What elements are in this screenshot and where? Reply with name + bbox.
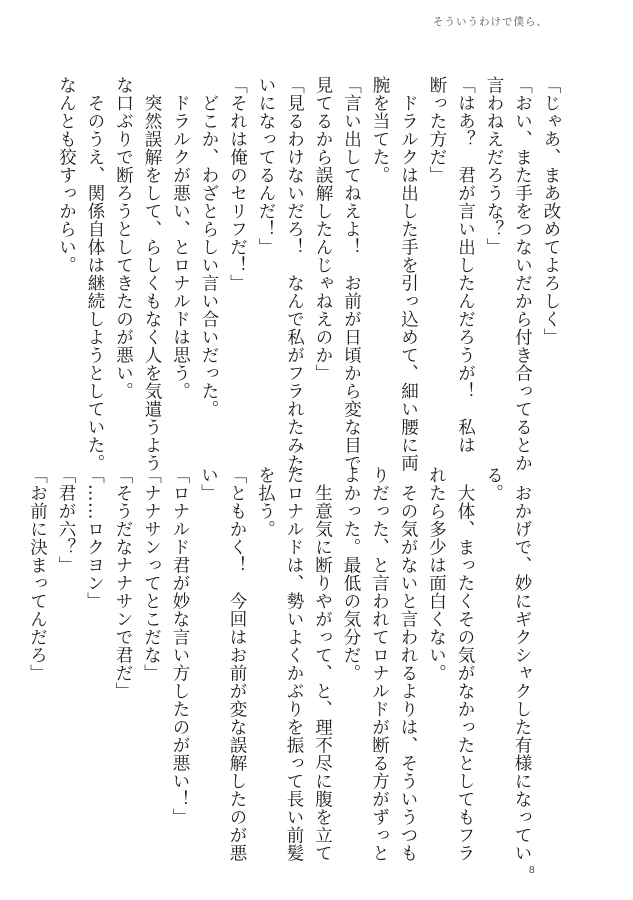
text-line: い」: [198, 466, 219, 502]
text-line: 「はあ？ 君が言い出したんだろうが！ 私は: [455, 76, 476, 454]
text-line: 「じゃあ、まあ改めてよろしく」: [541, 76, 561, 346]
text-line: 見てるから誤解したんじゃねえのか」: [313, 76, 333, 382]
text-line: ドラルクは出した手を引っ込めて、細い腰に両: [398, 76, 419, 472]
text-line: その気がないと言われるよりは、そういうつも: [398, 466, 418, 862]
text-line: 「それは俺のセリフだ！」: [227, 76, 248, 292]
text-line: 腕を当てた。: [370, 76, 390, 184]
text-block-top: [52, 76, 565, 472]
page-number: 8: [528, 865, 535, 876]
text-line: 生意気に断りやがって、と、理不尽に腹を立て: [312, 466, 333, 862]
text-line: たロナルドは、勢いよくかぶりを振って長い前髪: [284, 466, 304, 862]
text-line: る。: [483, 466, 504, 502]
text-line: そのうえ、関係自体は継続しようとしていた。: [85, 76, 105, 472]
text-line: 「君が六？」: [56, 466, 76, 574]
text-line: 「お前に決まってんだろ」: [27, 466, 48, 682]
text-line: ドラルクが悪い、とロナルドは思う。: [170, 76, 191, 400]
text-line: 「見るわけないだろ！ なんで私がフラれたみた: [284, 76, 305, 472]
text-line: 言わねえだろうな？」: [484, 76, 504, 256]
text-line: 「言い出してねえよ！ お前が日頃から変な目で: [341, 76, 362, 472]
text-line: 突然誤解をして、らしくもなく人を気遣うよう: [142, 76, 162, 472]
text-line: なんとも狡すっからい。: [56, 76, 77, 274]
text-line: 断った方だ」: [427, 76, 447, 184]
text-line: 「おい、また手をつないだから付き合ってるとか: [512, 76, 533, 472]
text-line: よかった。最低の気分だ。: [341, 466, 361, 682]
text-block-bottom: [23, 466, 536, 862]
text-line: 「ロナルド君が妙な言い方したのが悪い！」: [170, 466, 190, 826]
text-line: 大体、まったくその気がなかったとしてもフラ: [455, 466, 475, 862]
text-line: 「ともかく！ 今回はお前が変な誤解したのが悪: [227, 466, 247, 862]
running-header: そういうわけで僕ら、: [433, 16, 548, 28]
text-line: を払う。: [255, 466, 276, 538]
text-line: りだった、と言われてロナルドが断る方がずっと: [369, 466, 390, 862]
text-line: な口ぶりで断ろうとしてきたのが悪い。: [113, 76, 134, 400]
text-line: 「……ロクヨン」: [84, 466, 105, 610]
text-line: 「そうだなナナサンで君だ」: [113, 466, 133, 700]
text-line: どこか、わざとらしい言い合いだった。: [199, 76, 219, 418]
text-line: 「ナナサンってとこだな」: [141, 466, 162, 682]
text-line: いになってるんだ！」: [256, 76, 276, 256]
text-line: おかげで、妙にギクシャクした有様になってい: [512, 466, 532, 862]
text-line: れたら多少は面白くない。: [426, 466, 447, 682]
